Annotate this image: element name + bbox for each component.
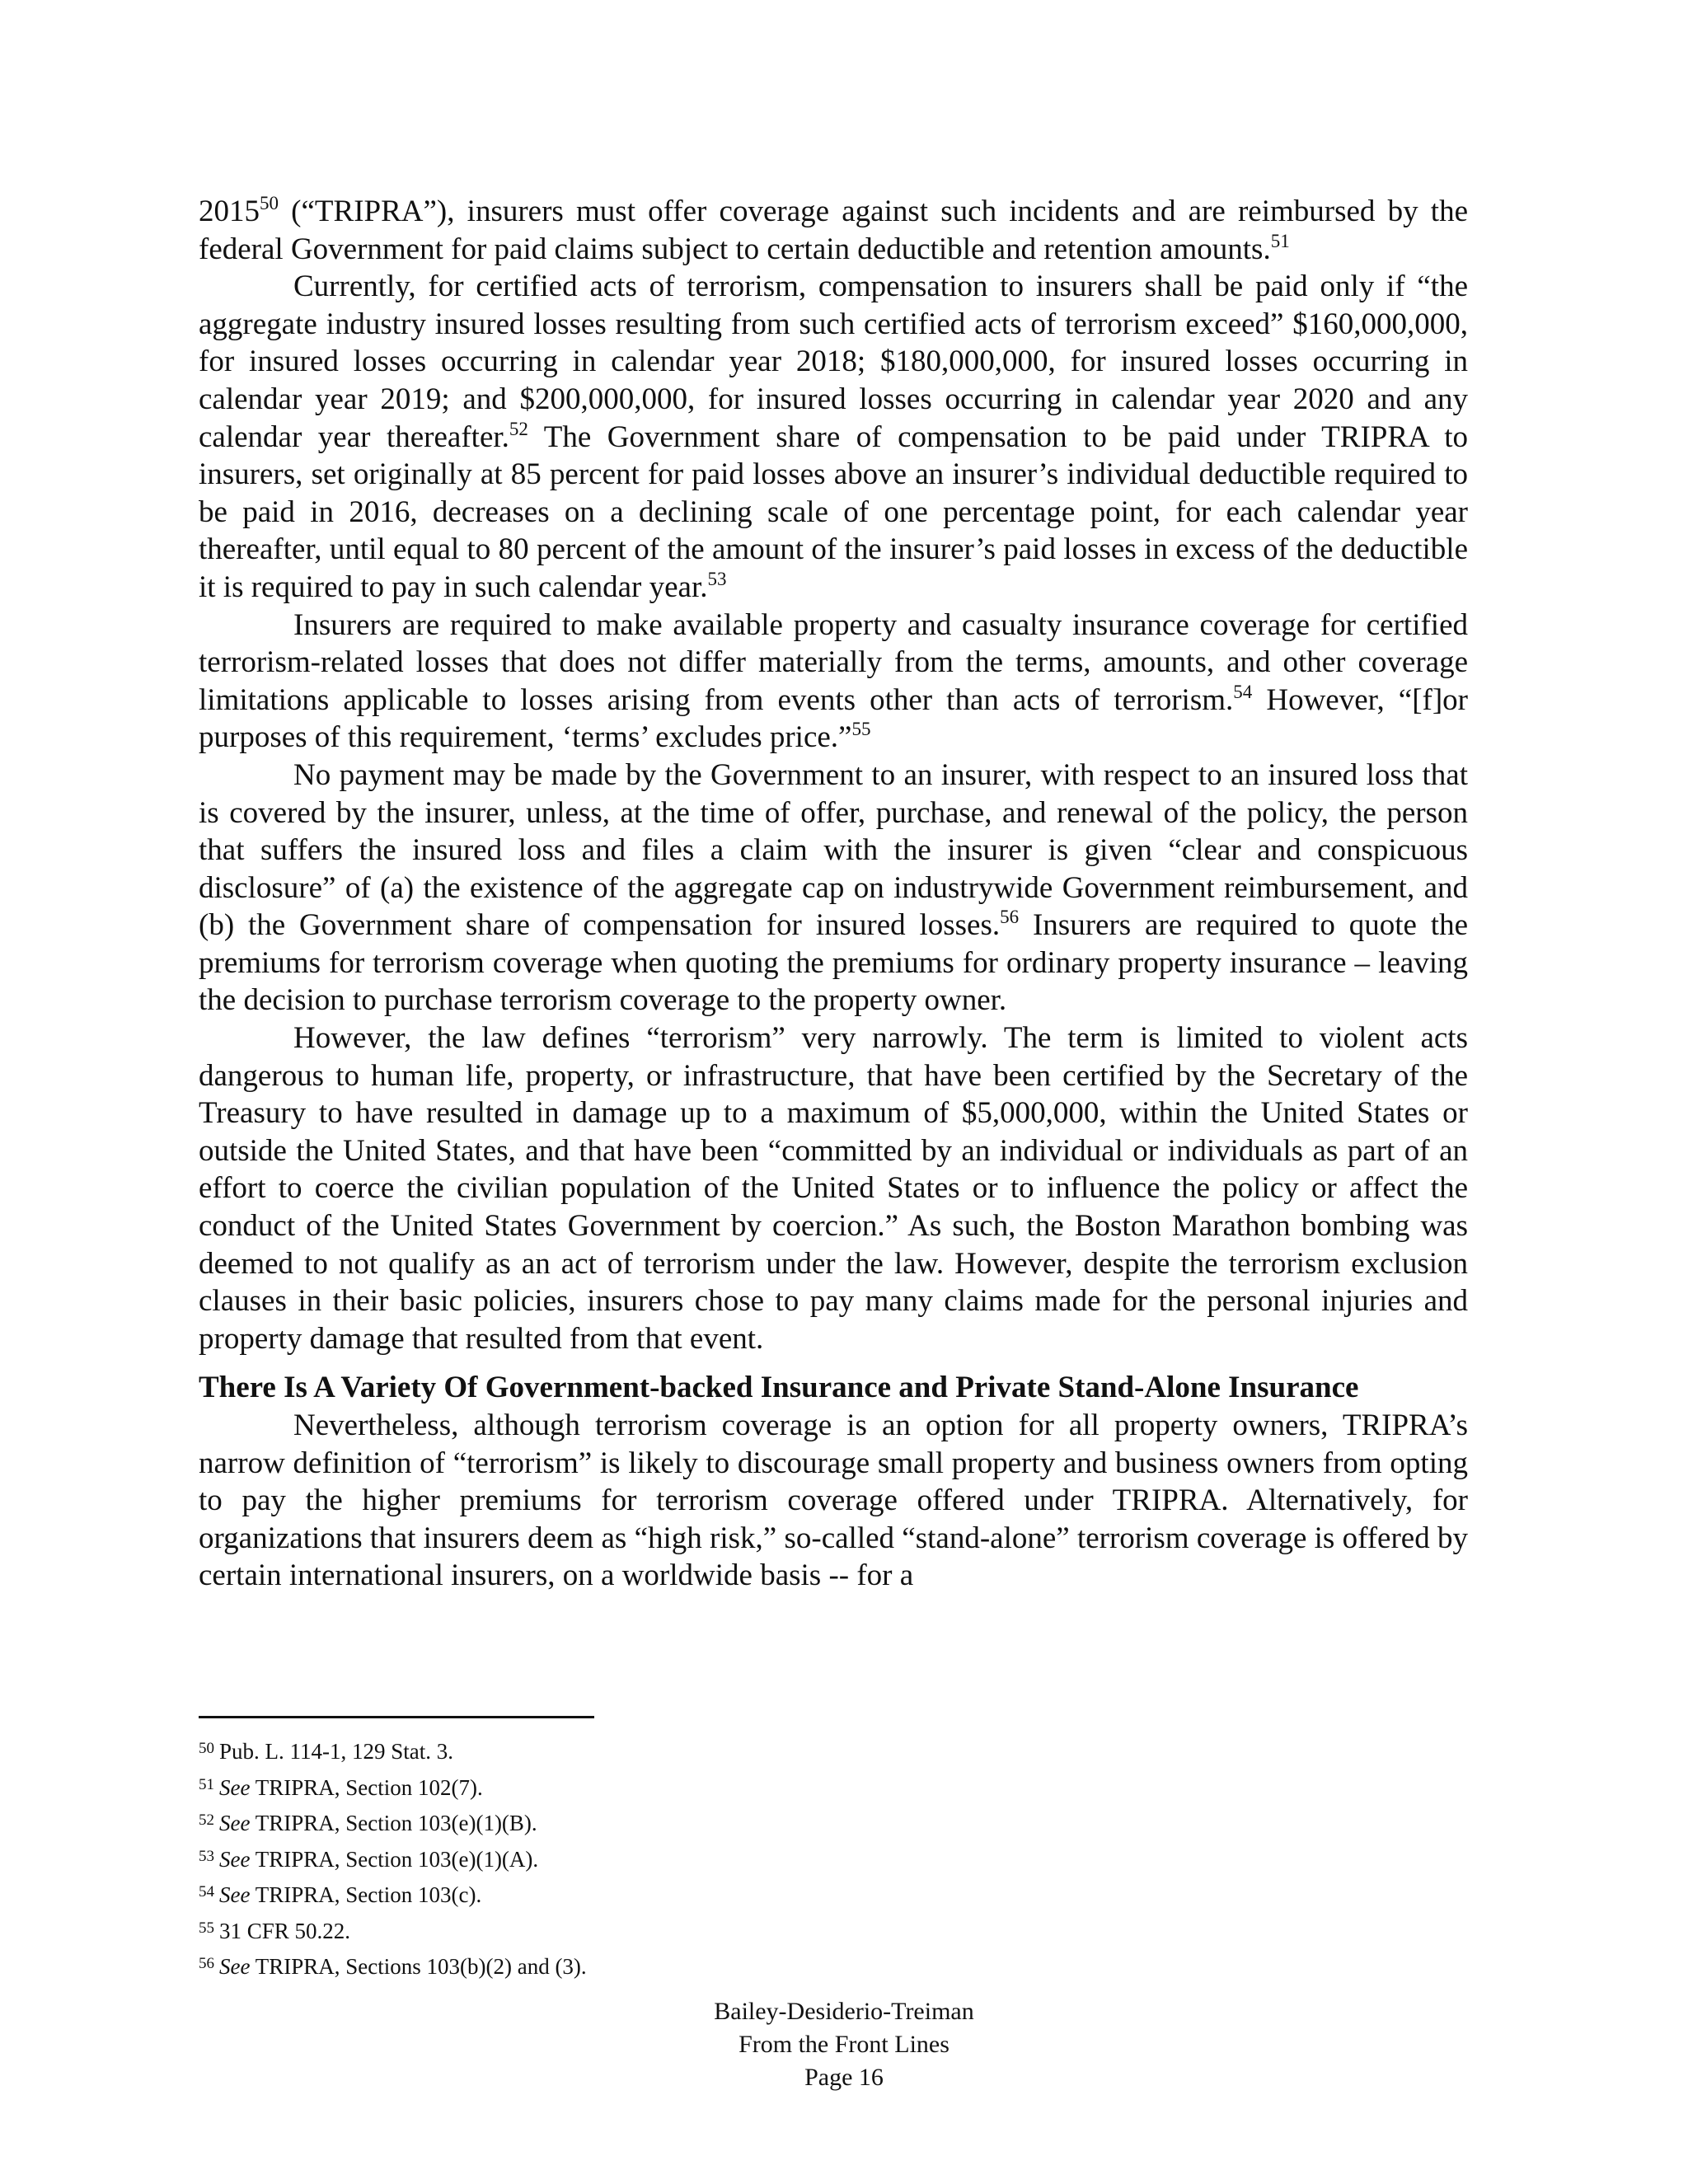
- paragraph-text: 2015: [199, 194, 260, 228]
- footnote: [199, 1732, 1188, 1769]
- footer-page-number: Page 16: [804, 2064, 884, 2091]
- footnote-signal: See: [219, 1954, 251, 1979]
- footnote: [199, 1912, 1188, 1948]
- footnote: [199, 1804, 1188, 1840]
- footnote-number: 53: [199, 1847, 214, 1865]
- body-paragraph: [199, 268, 1468, 606]
- footnote-text: TRIPRA, Section 103(c).: [250, 1882, 482, 1907]
- body-text: [199, 193, 1468, 1595]
- paragraph-list: [199, 193, 1468, 1357]
- footnote-reference[interactable]: 52: [509, 418, 528, 439]
- footnote-reference[interactable]: 51: [1270, 230, 1290, 251]
- footnote-number: 52: [199, 1811, 214, 1829]
- footnote-reference[interactable]: 50: [260, 193, 279, 213]
- footnote: [199, 1769, 1188, 1805]
- paragraph-text: The Government share of compensation to be paid under TRIPRA to insurers, set originally at 85 percent for paid losses above an insurer’s individual deductible required to be paid in 2016, decreases on a declining scale of one percentage point, for each calendar year thereafter, until equal to 80 percent of the amount of the insurer’s paid losses in excess of the deductible it is required to pay in such calendar year.: [199, 419, 1468, 604]
- footnote-reference[interactable]: 54: [1233, 681, 1253, 702]
- footnote-number: 50: [199, 1740, 214, 1757]
- footnote-text: TRIPRA, Section 103(e)(1)(A).: [250, 1846, 539, 1872]
- footnote-text: TRIPRA, Section 102(7).: [250, 1774, 483, 1800]
- section-heading: There Is A Variety Of Government-backed Insurance and Private Stand-Alone Insurance: [199, 1371, 1359, 1405]
- paragraph-text: No payment may be made by the Government to an insurer, with respect to an insured loss that is covered by the insurer, unless, at the time of offer, purchase, and renewal of the policy, the person that suffers the insured loss and files a claim with the insurer is given “clear and conspicuous disclosure” of (a) the existence of the aggregate cap on industrywide Government reimbursement, and (b) the Government share of compensation for insured losses.: [199, 757, 1468, 943]
- paragraph-text: Insurers are required to quote the premiums for terrorism coverage when quoting the premiums for ordinary property insurance – leaving the decision to purchase terrorism coverage to the property owner.: [199, 908, 1468, 1018]
- footnote-reference[interactable]: 55: [851, 719, 871, 740]
- footnote-separator: [199, 1716, 594, 1718]
- body-paragraph: [199, 607, 1468, 757]
- footnote-text: 31 CFR 50.22.: [219, 1918, 351, 1943]
- paragraph-text: Insurers are required to make available property and casualty insurance coverage for certified terrorism-related losses that does not differ materially from the terms, amounts, and other coverage limitations applicable to losses arising from events other than acts of terrorism.: [199, 607, 1468, 717]
- footnote-list: [199, 1732, 1188, 1984]
- paragraph-text: Currently, for certified acts of terrorism, compensation to insurers shall be paid only if “the aggregate industry insured losses resulting from such certified acts of terrorism exceed” $160,000,000, for insured losses occurring in calendar year 2018; $180,000,000, for insured losses occurring in calendar year 2019; and $200,000,000, for insured losses occurring in calendar year 2020 and any calendar year thereafter.: [199, 269, 1468, 454]
- footer-authors: Bailey-Desiderio-Treiman: [714, 1998, 974, 2025]
- footnote-number: 51: [199, 1775, 214, 1793]
- footnote: [199, 1947, 1188, 1984]
- footnote: [199, 1840, 1188, 1877]
- closing-paragraph: Nevertheless, although terrorism coverage is an option for all property owners, TRIPRA’s narrow definition of “terrorism” is likely to discourage small property and business owners from opting to pay the higher premiums for terrorism coverage offered under TRIPRA. Alternatively, for organizations that insurers deem as “high risk,” so-called “stand-alone” terrorism coverage is offered by certain international insurers, on a worldwide basis -- for a: [199, 1408, 1468, 1593]
- footnote-number: 55: [199, 1919, 214, 1937]
- footnote-signal: See: [219, 1774, 251, 1800]
- body-paragraph: [199, 193, 1468, 268]
- footnote-signal: See: [219, 1846, 251, 1872]
- footnote-number: 56: [199, 1955, 214, 1972]
- paragraph-text: (“TRIPRA”), insurers must offer coverage against such incidents and are reimbursed by the federal Government for paid claims subject to certain deductible and retention amounts.: [199, 194, 1468, 266]
- paragraph-text: However, the law defines “terrorism” very narrowly. The term is limited to violent acts dangerous to human life, property, or infrastructure, that have been certified by the Secretary of the Treasury to have resulted in damage up to a maximum of $5,000,000, within the United States or outside the United States, and that have been “committed by an individual or individuals as part of an effort to coerce the civilian population of the United States or to influence the policy or affect the conduct of the United States Government by coercion.” As such, the Boston Marathon bombing was deemed to not qualify as an act of terrorism under the law. However, despite the terrorism exclusion clauses in their basic policies, insurers chose to pay many claims made for the personal injuries and property damage that resulted from that event.: [199, 1021, 1468, 1356]
- footer-title: From the Front Lines: [738, 2031, 950, 2058]
- footnote-signal: See: [219, 1882, 251, 1907]
- body-paragraph: [199, 757, 1468, 1019]
- footnote-text: TRIPRA, Section 103(e)(1)(B).: [250, 1811, 537, 1835]
- body-paragraph: [199, 1019, 1468, 1357]
- footnote-signal: See: [219, 1811, 251, 1835]
- footnote-text: Pub. L. 114-1, 129 Stat. 3.: [219, 1739, 454, 1764]
- footnote-reference[interactable]: 56: [1000, 907, 1020, 928]
- paragraph-text: However, “[f]or purposes of this requirement, ‘terms’ excludes price.”: [199, 682, 1468, 755]
- footnote: [199, 1876, 1188, 1912]
- footnote-text: TRIPRA, Sections 103(b)(2) and (3).: [250, 1954, 587, 1979]
- footnote-reference[interactable]: 53: [707, 568, 727, 589]
- page-footer: [0, 1995, 1688, 2094]
- footnote-number: 54: [199, 1883, 214, 1900]
